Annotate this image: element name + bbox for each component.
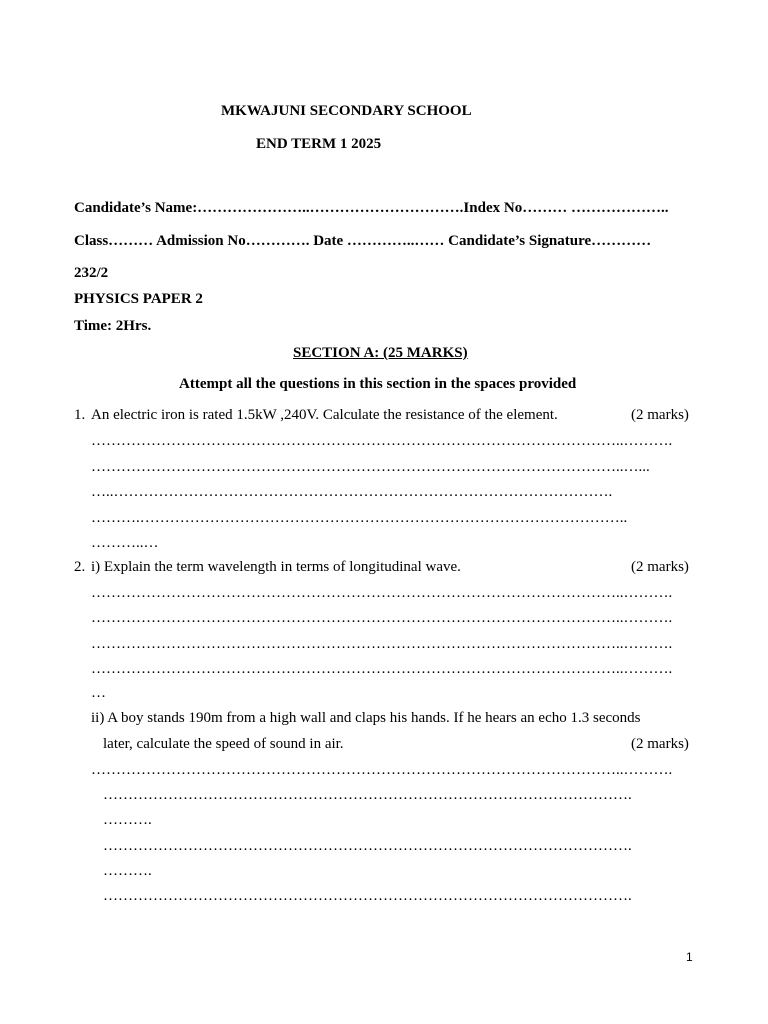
answer-line[interactable]: ……………………………………………………………………………………………..……….	[91, 762, 673, 778]
answer-line[interactable]: ……………………………………………………………………………………………..……….	[91, 433, 673, 449]
question-marks: (2 marks)	[631, 407, 689, 423]
subquestion-text-line1: ii) A boy stands 190m from a high wall and claps his hands. If he hears an echo 1.3 seconds	[91, 710, 641, 726]
answer-line[interactable]: ……………………………………………………………………………………………..…...	[91, 459, 650, 475]
candidate-name-line: Candidate’s Name:…………………..………………………….Index No……… ………………..	[74, 200, 669, 216]
section-title: SECTION A: (25 MARKS)	[293, 345, 468, 361]
question-number: 2.	[74, 559, 86, 575]
answer-line[interactable]: ……….	[103, 812, 152, 828]
school-name: MKWAJUNI SECONDARY SCHOOL	[221, 103, 472, 119]
question-number: 1.	[74, 407, 86, 423]
answer-line[interactable]: …………………………………………………………………………………………….	[103, 888, 632, 904]
answer-line[interactable]: …..……………………………………………………………………………………….	[91, 484, 613, 500]
question-text: An electric iron is rated 1.5kW ,240V. Calculate the resistance of the element.	[91, 407, 558, 423]
paper-title: PHYSICS PAPER 2	[74, 291, 203, 307]
paper-code: 232/2	[74, 265, 109, 281]
answer-line[interactable]: ……………………………………………………………………………………………..……….	[91, 636, 673, 652]
paper-time: Time: 2Hrs.	[74, 318, 152, 334]
answer-line[interactable]: …………………………………………………………………………………………….	[103, 787, 632, 803]
answer-line[interactable]: ……………………………………………………………………………………………..……….	[91, 661, 673, 677]
answer-line[interactable]: ……………………………………………………………………………………………..……….	[91, 585, 673, 601]
answer-line[interactable]: …	[91, 685, 106, 701]
page-number: 1	[686, 950, 693, 964]
subquestion-text-line2: later, calculate the speed of sound in air.	[103, 736, 344, 752]
section-instruction: Attempt all the questions in this section in the spaces provided	[179, 376, 577, 392]
answer-line[interactable]: ……….……………………………………………………………………………………..	[91, 510, 628, 526]
question-marks: (2 marks)	[631, 559, 689, 575]
subquestion-marks: (2 marks)	[631, 736, 689, 752]
answer-line[interactable]: …………………………………………………………………………………………….	[103, 838, 632, 854]
exam-title: END TERM 1 2025	[256, 136, 382, 152]
question-text: i) Explain the term wavelength in terms of longitudinal wave.	[91, 559, 461, 575]
answer-line[interactable]: ……….	[103, 863, 152, 879]
answer-line[interactable]: ………..…	[91, 535, 159, 551]
candidate-class-line: Class……… Admission No…………. Date …………..…… Candidate’s Signature…………	[74, 233, 652, 249]
answer-line[interactable]: ……………………………………………………………………………………………..……….	[91, 610, 673, 626]
